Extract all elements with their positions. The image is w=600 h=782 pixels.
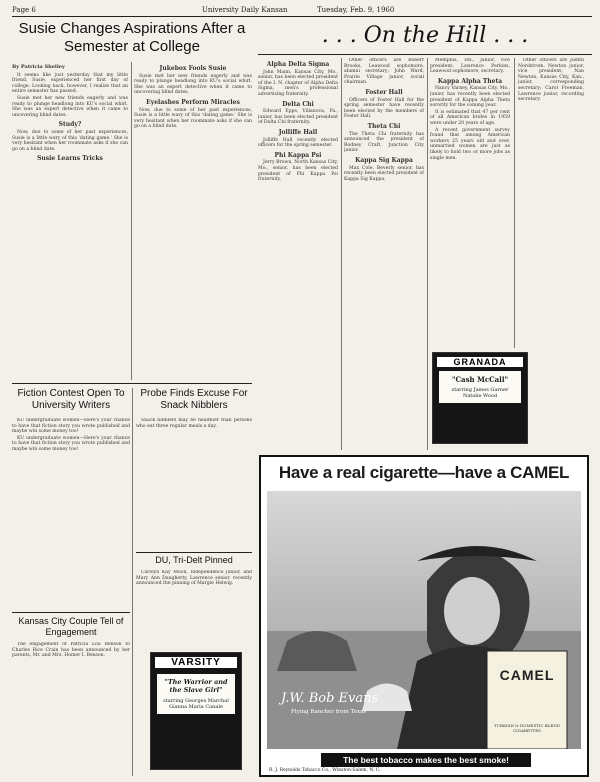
probe-body [136, 418, 252, 548]
susie-paragraph-2: Susie met her new friends eagerly and was ready to plunge headlong into KU's social whirl. She was an expert detective when it came to uncovering blind dates. [12, 95, 128, 118]
varsity-credits: starring Georges Marchal Gianna Maria Canale [163, 698, 229, 710]
page-number: Page 6 [12, 6, 36, 14]
susie-column-1 [12, 62, 128, 382]
varsity-logo: VARSITY [155, 657, 237, 668]
eyelashes-subhead: Eyelashes Perform Miracles [146, 98, 240, 106]
hill-section-thetachi: Theta Chi [367, 122, 401, 130]
camel-photo [267, 491, 581, 749]
probe-headline: Probe Finds Excuse For Snack Nibblers [140, 388, 248, 411]
probe-text: Snack nibblers may be healthier than persons who eat three regular meals a day. [136, 418, 252, 429]
susie-subhead-study: Study? [58, 121, 82, 129]
couple-headline: Kansas City Couple Tell of Engagement [18, 616, 124, 637]
column-rule [131, 62, 132, 380]
granada-logo: GRANADA [437, 357, 523, 367]
susie-paragraph-3-cont: Now, due to some of her past experiences, Susie is a little wary of this 'dating game.' She is very hesitant when her roommate asks if she can go on a blind date. [134, 107, 252, 130]
hill-section-foster: Foster Hall [365, 88, 403, 96]
adjacent-page-strip [590, 90, 600, 770]
fiction-headline: Fiction Contest Open To University Writers [17, 388, 125, 411]
hill-headline: . . . On the Hill . . . [321, 23, 529, 48]
granada-ad [432, 352, 528, 444]
camel-headline: Have a real cigarette—have a CAMEL [278, 463, 570, 482]
camel-pack-brand: CAMEL [499, 667, 555, 683]
susie-byline: By Patricia Shelley [12, 64, 65, 70]
jukebox-subhead: Jukebox Fools Susie [159, 65, 227, 72]
du-body [136, 570, 252, 648]
varsity-title: "The Warrior and the Slave Girl" [164, 678, 228, 694]
hill-section-theta: Kappa Alpha Theta [437, 77, 503, 85]
hill-column-1: Alpha Delta Sigma John Mann, Kansas City, Mo., senior, has been elected president of the I. N. chapter of Alpha Delta Sigma, men's professional advertising fraternity. Delta Chi Edward Epps, Villanova, Pa., junior, has been elected president of Delta Chi fraternity. Jolliffe Hall Jolliffe Hall recently elected officers for the spring semester. Phi Kappa Psi Jerry Brown, North Kansas City, Mo., senior, has been elected president of Phi Kappa Psi fraternity. [258, 61, 338, 183]
fiction-body [12, 418, 130, 608]
susie-headline: Susie Changes Aspirations After a Semester at College [18, 20, 246, 55]
issue-date: Tuesday, Feb. 9, 1960 [317, 6, 395, 14]
fiction-text-2: KU undergraduate women—Here's your chance to have that fiction story you wrote published and maybe win some money too! [12, 435, 130, 452]
du-rule [136, 552, 252, 553]
camel-company: R. J. Reynolds Tobacco Co., Winston-Salem, N. C. [269, 768, 381, 773]
couple-text: The engagement of Patricia Lou Benson to Charles Rice Crain has been announced by her parents, Mr. and Mrs. Homer I. Benson. [12, 642, 130, 659]
varsity-ad [150, 652, 242, 770]
granada-credits: starring James Garner Natalie Wood [451, 387, 509, 399]
endorser-caption: Flying Rancher from Texas [291, 709, 367, 715]
hill-column-3: Memphis, Tex., junior, vice president; Lawrence Perkins, Leawood sophomore, secretary. Kappa Alpha Theta Nancy Varney, Kansas City, Mo., junior, has recently been elected president of Kappa Alpha Theta sorority for the coming year. It is estimated that 47 per cent of all American brides in 1959 were under 20 years of age. A recent government survey found that among American workers 25 years old and over, unmarried women are just as likely to hold two or more jobs as single men. [430, 58, 510, 161]
section-rule [12, 383, 252, 384]
hill-section-phikappa: Phi Kappa Psi [274, 151, 322, 159]
susie-paragraph-2-cont: Susie met her new friends eagerly and was ready to plunge headlong into KU's social whirl. She was an expert detective when it came to uncovering blind dates. [134, 73, 252, 96]
hill-section-jolliffe: Jolliffe Hall [278, 128, 318, 136]
hill-rule-2 [427, 58, 428, 450]
endorser-signature: J.W. Bob Evans [281, 691, 379, 706]
susie-subhead-tricks: Susie Learns Tricks [37, 155, 103, 163]
hill-rule-3 [514, 58, 515, 348]
couple-rule [12, 612, 130, 613]
hill-column-2: Other officers are Robert Brooks, Leawood sophomore, alumni secretary; John Ward, Prairie Village junior, social chairman. Foster Hall Officers of Foster Hall for the spring semester have recently been elected by the members of Foster Hall. Theta Chi The Theta Chi fraternity has announced the president of Rodney Craft, Junction City junior. Kappa Sig Kappa Max Cole, Beverly senior, has recently been elected president of Kappa Sig Kappa. [344, 58, 424, 182]
granada-title: "Cash McCall" [451, 375, 509, 384]
du-headline: DU, Tri-Delt Pinned [155, 555, 233, 565]
header-rule [12, 16, 592, 17]
du-text: Carolyn Kay Moon, Independence junior, and Mary Ann Daugherty, Lawrence senior, recently announced the pinning of Margie Helwig. [136, 570, 252, 587]
hill-rule [258, 54, 592, 55]
camel-tagline: The best tobacco makes the best smoke! [321, 753, 531, 767]
hill-section-kappasig: Kappa Sig Kappa [355, 156, 413, 164]
susie-column-2 [134, 62, 252, 382]
column-rule-2 [132, 388, 133, 776]
paper-title: University Daily Kansan [202, 6, 288, 14]
susie-paragraph-3: Now, due to some of her past experiences, Susie is a little wary of this 'dating game.' She is very hesitant when her roommate asks if she can go on a blind date. [12, 129, 128, 152]
hill-section-ads: Alpha Delta Sigma [266, 61, 330, 68]
hill-rule-1 [341, 58, 342, 450]
hill-column-4: Other officers are Judith Nordstrom, Newton junior, vice president; Nan Newton, Kansas City, Kan., junior, corresponding secretary; Carol Freeman, Lawrence junior, recording secretary. [518, 58, 584, 103]
couple-body [12, 642, 130, 774]
hill-section-deltachi: Delta Chi [282, 100, 314, 108]
susie-paragraph-1: It seems like just yesterday that my little friend, Susie, experienced her first day of college. Looking back, however, I realize that an entire semester has passed. [12, 72, 128, 95]
fiction-text: KU undergraduate women—Here's your chance to have that fiction story you wrote published and maybe win some money too! [12, 418, 130, 435]
camel-pack-sub: TURKISH & DOMESTIC BLEND CIGARETTES [494, 723, 560, 733]
camel-ad [259, 455, 589, 777]
